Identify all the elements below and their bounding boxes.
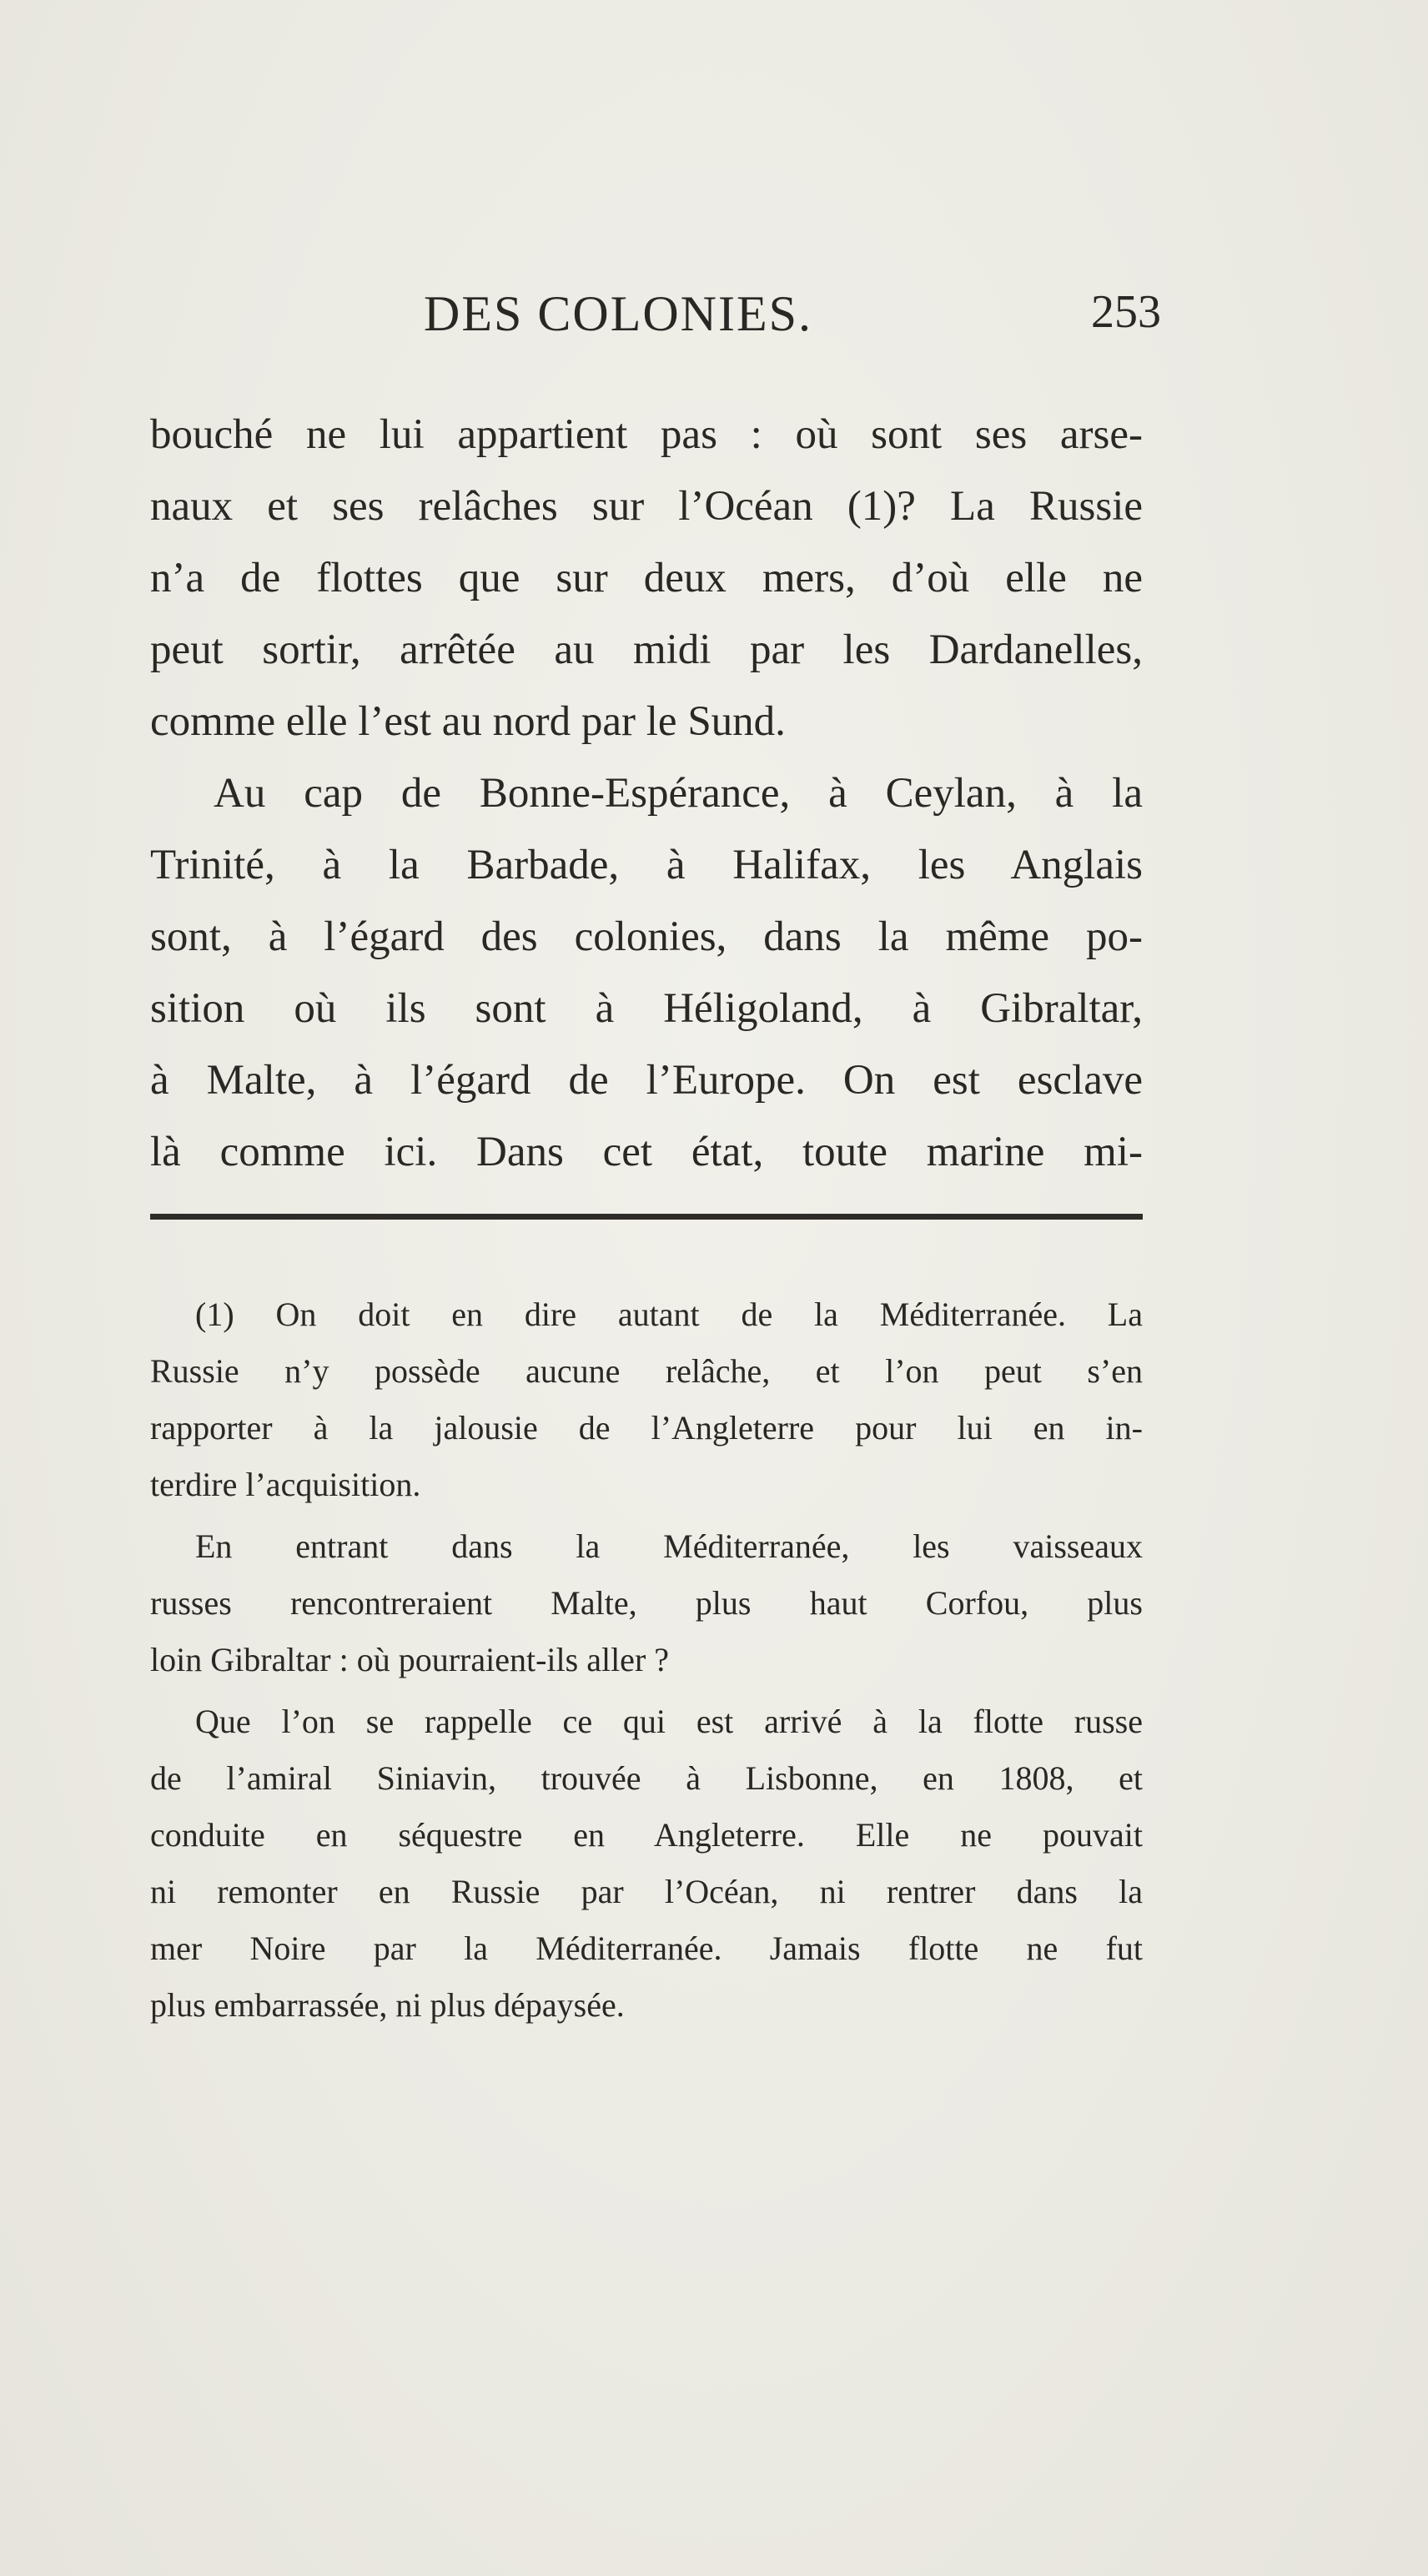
running-title: DES COLONIES. — [424, 286, 813, 341]
text-line: peut sortir, arrêtée au midi par les Dardanelles, — [150, 626, 1143, 673]
footnote-line: russes rencontreraient Malte, plus haut Corfou, plus — [150, 1584, 1143, 1622]
text-line: là comme ici. Dans cet état, toute marine mi- — [150, 1129, 1143, 1175]
footnote-paragraph — [150, 1693, 1143, 2034]
text-line: à Malte, à l’égard de l’Europe. On est esclave — [150, 1057, 1143, 1104]
footnote-line: terdire l’acquisition. — [150, 1466, 421, 1503]
footnote-line: ni remonter en Russie par l’Océan, ni rentrer dans la — [150, 1873, 1143, 1910]
page-number: 253 — [1091, 286, 1161, 338]
footnote-block — [150, 1286, 1143, 2039]
footnote-separator-rule — [150, 1214, 1143, 1220]
text-line: sont, à l’égard des colonies, dans la même po- — [150, 913, 1143, 960]
footnote-line: Que l’on se rappelle ce qui est arrivé à la flotte russe — [195, 1703, 1143, 1740]
footnote-line: mer Noire par la Méditerranée. Jamais flotte ne fut — [150, 1929, 1143, 1967]
footnote-paragraph — [150, 1518, 1143, 1688]
text-line: Au cap de Bonne-Espérance, à Ceylan, à la — [214, 770, 1143, 817]
footnote-line: rapporter à la jalousie de l’Angleterre pour lui en in- — [150, 1409, 1143, 1446]
footnote-line: plus embarrassée, ni plus dépaysée. — [150, 1986, 625, 2024]
footnote-paragraph — [150, 1286, 1143, 1513]
text-line: comme elle l’est au nord par le Sund. — [150, 698, 786, 745]
footnote-line: Russie n’y possède aucune relâche, et l’on peut s’en — [150, 1352, 1143, 1390]
text-line: Trinité, à la Barbade, à Halifax, les Anglais — [150, 842, 1143, 888]
footnote-line: (1) On doit en dire autant de la Méditerranée. La — [195, 1296, 1143, 1333]
text-line: sition où ils sont à Héligoland, à Gibraltar, — [150, 985, 1143, 1032]
footnote-line: conduite en séquestre en Angleterre. Elle ne pouvait — [150, 1816, 1143, 1854]
text-line: bouché ne lui appartient pas : où sont ses arse- — [150, 411, 1143, 458]
main-text — [150, 399, 1143, 1188]
text-line: n’a de flottes que sur deux mers, d’où elle ne — [150, 555, 1143, 601]
footnote-line: En entrant dans la Méditerranée, les vaisseaux — [195, 1527, 1143, 1565]
page-header — [167, 285, 1161, 352]
footnote-line: loin Gibraltar : où pourraient-ils aller ? — [150, 1641, 670, 1678]
footnote-line: de l’amiral Siniavin, trouvée à Lisbonne, en 1808, et — [150, 1759, 1143, 1797]
text-line: naux et ses relâches sur l’Océan (1)? La Russie — [150, 483, 1143, 530]
